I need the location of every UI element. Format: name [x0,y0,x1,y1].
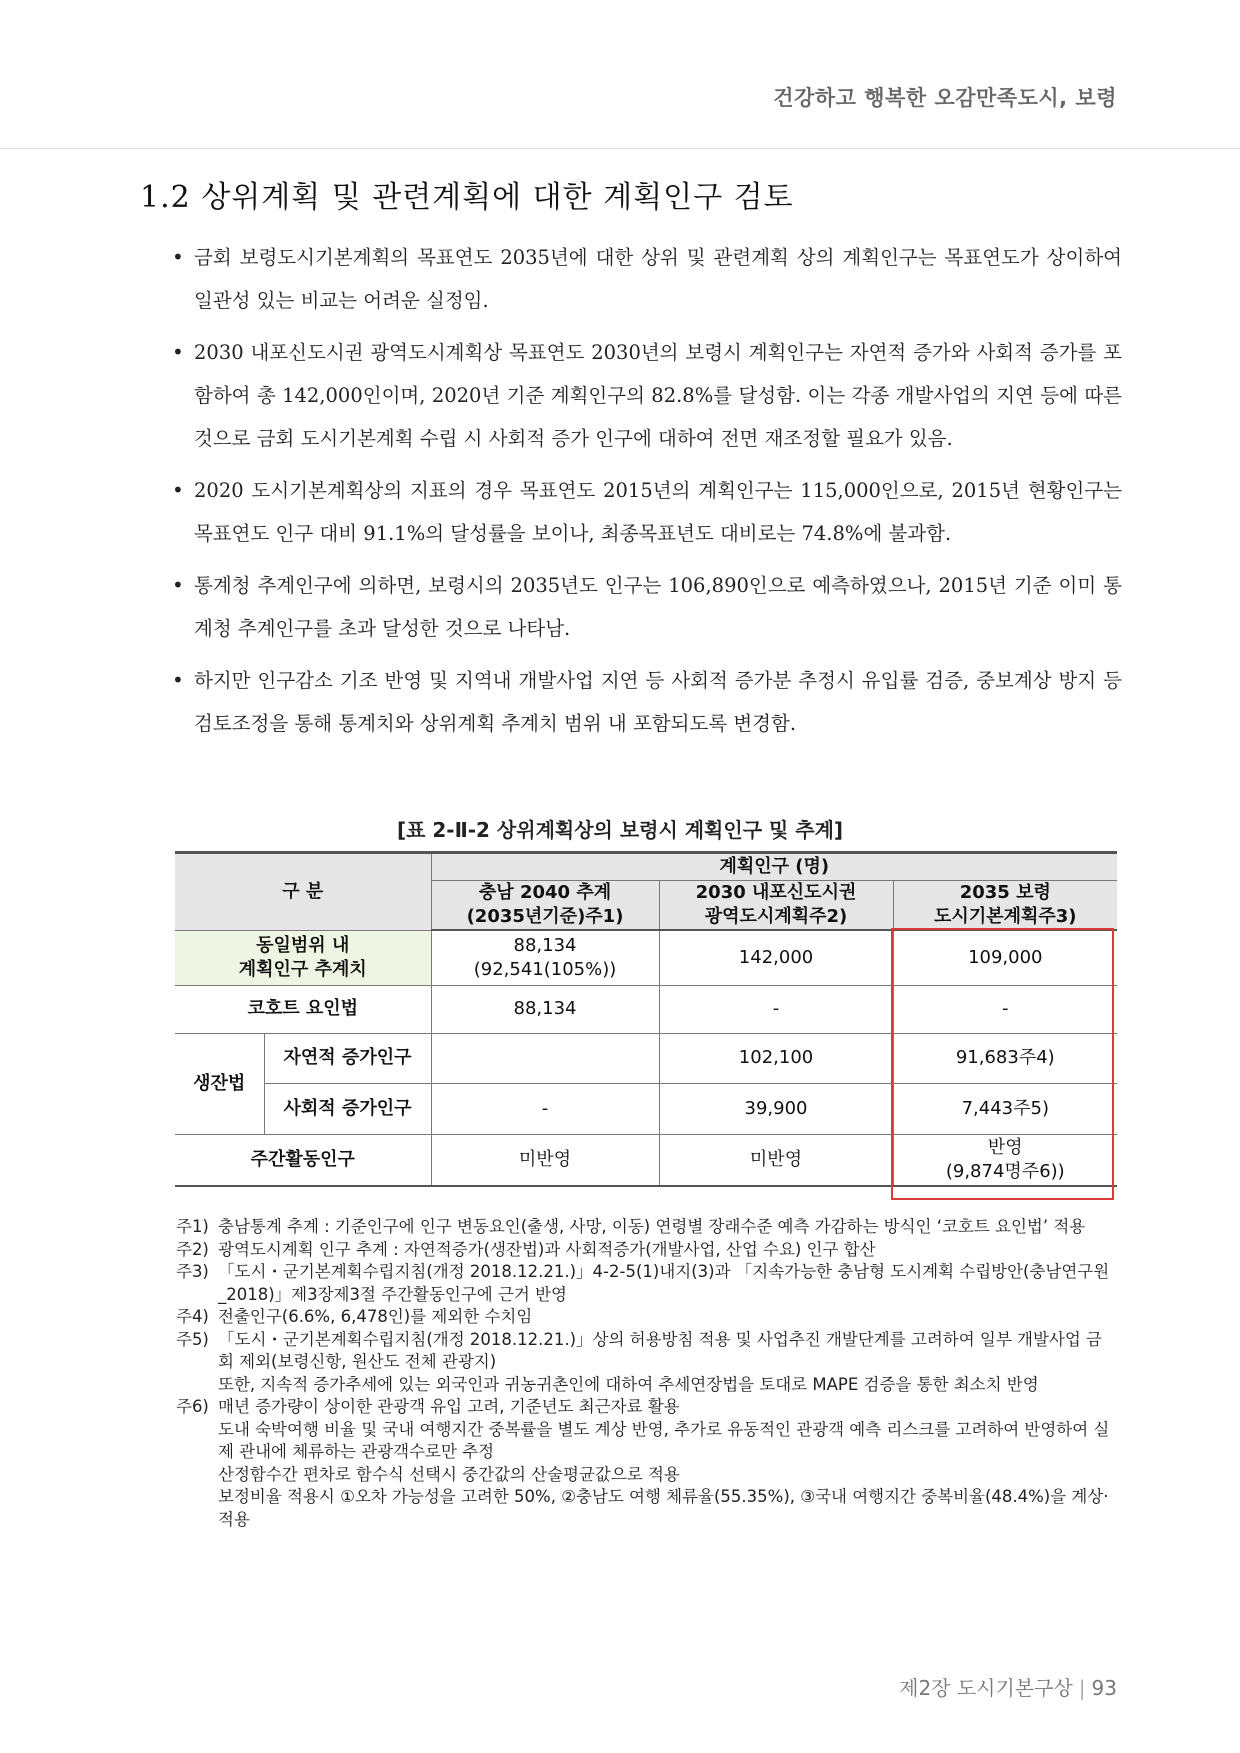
row-label: 주간활동인구 [175,1134,431,1186]
bullet-item: • 하지만 인구감소 기조 반영 및 지역내 개발사업 지연 등 사회적 증가분 추정시 유입률 검증, 중보계상 방지 등 검토조정을 통해 통계치와 상위계획 추계치 범위 내 포함되도록 변경함. [172,659,1122,745]
footnote-label: 주1) [176,1217,209,1236]
row-label: 사회적 증가인구 [264,1083,431,1134]
footnote [176,1261,1114,1306]
table-cell: - [893,985,1117,1033]
table-cell: 91,683주4) [893,1033,1117,1083]
bullet-item: • 통계청 추계인구에 의하면, 보령시의 2035년도 인구는 106,890인으로 예측하였으나, 2015년 기준 이미 통계청 추계인구를 초과 달성한 것으로 나타남. [172,564,1122,650]
footnote-text: 「도시・군기본계획수립지침(개정 2018.12.21.)」상의 허용방침 적용 및 사업추진 개발단계를 고려하여 일부 개발사업 금회 제외(보령신항, 원산도 전체 관광지) [218,1329,1102,1371]
footnote-text: 「도시・군기본계획수립지침(개정 2018.12.21.)」4-2-5(1)내지(3)과 「지속가능한 충남형 도시계획 수립방안(충남연구원_2018)」제3장제3절 주간활동인구에 근거 반영 [218,1262,1110,1304]
table-cell: 102,100 [659,1033,893,1083]
table-cell [431,1033,659,1083]
table-cell: - [659,985,893,1033]
table-cell: 88,134 (92,541(105%)) [431,930,659,985]
footnote [176,1306,1114,1329]
footnote-text: 도내 숙박여행 비율 및 국내 여행지간 중복률을 별도 계상 반영, 추가로 유동적인 관광객 예측 리스크를 고려하여 반영하여 실제 관내에 체류하는 관광객수로만 추정 [218,1419,1110,1461]
footnote-text: 매년 증가량이 상이한 관광객 유입 고려, 기준년도 최근자료 활용 [218,1397,680,1416]
table-cell: 반영 (9,874명주6)) [893,1134,1117,1186]
running-header: 건강하고 행복한 오감만족도시, 보령 [773,86,1117,110]
table-cell: 142,000 [659,930,893,985]
page-number: 93 [1091,1676,1117,1700]
bullet-item: • 금회 보령도시기본계획의 목표연도 2035년에 대한 상위 및 관련계획 상의 계획인구는 목표연도가 상이하여 일관성 있는 비교는 어려운 실정임. [172,236,1122,322]
footnote-text: 산정함수간 편차로 함수식 선택시 중간값의 산술평균값으로 적용 [218,1464,680,1484]
footnote-label: 주4) [176,1307,209,1326]
table-cell: - [431,1083,659,1134]
table-cell: 88,134 [431,985,659,1033]
header-col-3: 2035 보령 도시기본계획주3) [893,881,1117,931]
table-header-row [175,853,1117,881]
footnote-label: 주5) [176,1329,209,1349]
header-divider [0,148,1240,149]
row-group-label: 생잔법 [175,1033,264,1134]
row-label: 동일범위 내 계획인구 추계치 [175,930,431,985]
header-col-2: 2030 내포신도시권 광역도시계획주2) [659,881,893,931]
footnote-text: 충남통계 추계 : 기준인구에 인구 변동요인(출생, 사망, 이동) 연령별 장래수준 예측 가감하는 방식인 ‘코호트 요인법’ 적용 [218,1217,1086,1236]
header-category: 구 분 [175,853,431,931]
bullet-item: • 2020 도시기본계획상의 지표의 경우 목표연도 2015년의 계획인구는 115,000인으로, 2015년 현황인구는 목표연도 인구 대비 91.1%의 달성률을 보이나, 최종목표년도 대비로는 74.8%에 불과함. [172,469,1122,555]
table-caption: [표 2-Ⅱ-2 상위계획상의 보령시 계획인구 및 추계] [396,818,844,842]
section-title: 1.2 상위계획 및 관련계획에 대한 계획인구 검토 [140,180,794,215]
row-label: 자연적 증가인구 [264,1033,431,1083]
bullet-list [172,236,1122,754]
footnote-text: 광역도시계획 인구 추계 : 자연적증가(생잔법)과 사회적증가(개발사업, 산업 수요) 인구 합산 [218,1239,876,1259]
footer-separator: | [1078,1676,1086,1700]
table-row [175,1083,1117,1134]
table-row [175,985,1117,1033]
footnote-label: 주2) [176,1239,209,1259]
footnote-text: 보정비율 적용시 ①오차 가능성을 고려한 50%, ②충남도 여행 체류율(55.35%), ③국내 여행지간 중복비율(48.4%)을 계상·적용 [218,1487,1109,1529]
footnote-text: 전출인구(6.6%, 6,478인)를 제외한 수치임 [218,1307,533,1326]
footer-chapter: 제2장 도시기본구상 [899,1676,1073,1700]
footnote [176,1216,1114,1239]
footnote-label: 주6) [176,1397,209,1416]
table-cell: 39,900 [659,1083,893,1134]
row-label: 코호트 요인법 [175,985,431,1033]
footnote [176,1329,1114,1397]
page-footer [899,1672,1117,1701]
table-cell: 미반영 [431,1134,659,1186]
footnote-text: 또한, 지속적 증가추세에 있는 외국인과 귀농귀촌인에 대하여 추세연장법을 토대로 MAPE 검증을 통한 최소치 반영 [218,1374,1039,1394]
header-col-1: 충남 2040 추계 (2035년기준)주1) [431,881,659,931]
footnote [176,1396,1114,1531]
bullet-item: • 2030 내포신도시권 광역도시계획상 목표연도 2030년의 보령시 계획인구는 자연적 증가와 사회적 증가를 포함하여 총 142,000인이며, 2020년 기준 계획인구의 82.8%를 달성함. 이는 각종 개발사업의 지연 등에 따른 것으로 금회 도시기본계획 수립 시 사회적 증가 인구에 대하여 전면 재조정할 필요가 있음. [172,331,1122,460]
table-cell: 109,000 [893,930,1117,985]
table-cell: 7,443주5) [893,1083,1117,1134]
table-cell: 미반영 [659,1134,893,1186]
footnotes [176,1216,1114,1531]
header-group: 계획인구 (명) [431,853,1117,881]
footnote-label: 주3) [176,1262,209,1281]
table-row [175,930,1117,985]
population-table [175,851,1117,1187]
table-row [175,1134,1117,1186]
table-row [175,1033,1117,1083]
footnote [176,1239,1114,1262]
